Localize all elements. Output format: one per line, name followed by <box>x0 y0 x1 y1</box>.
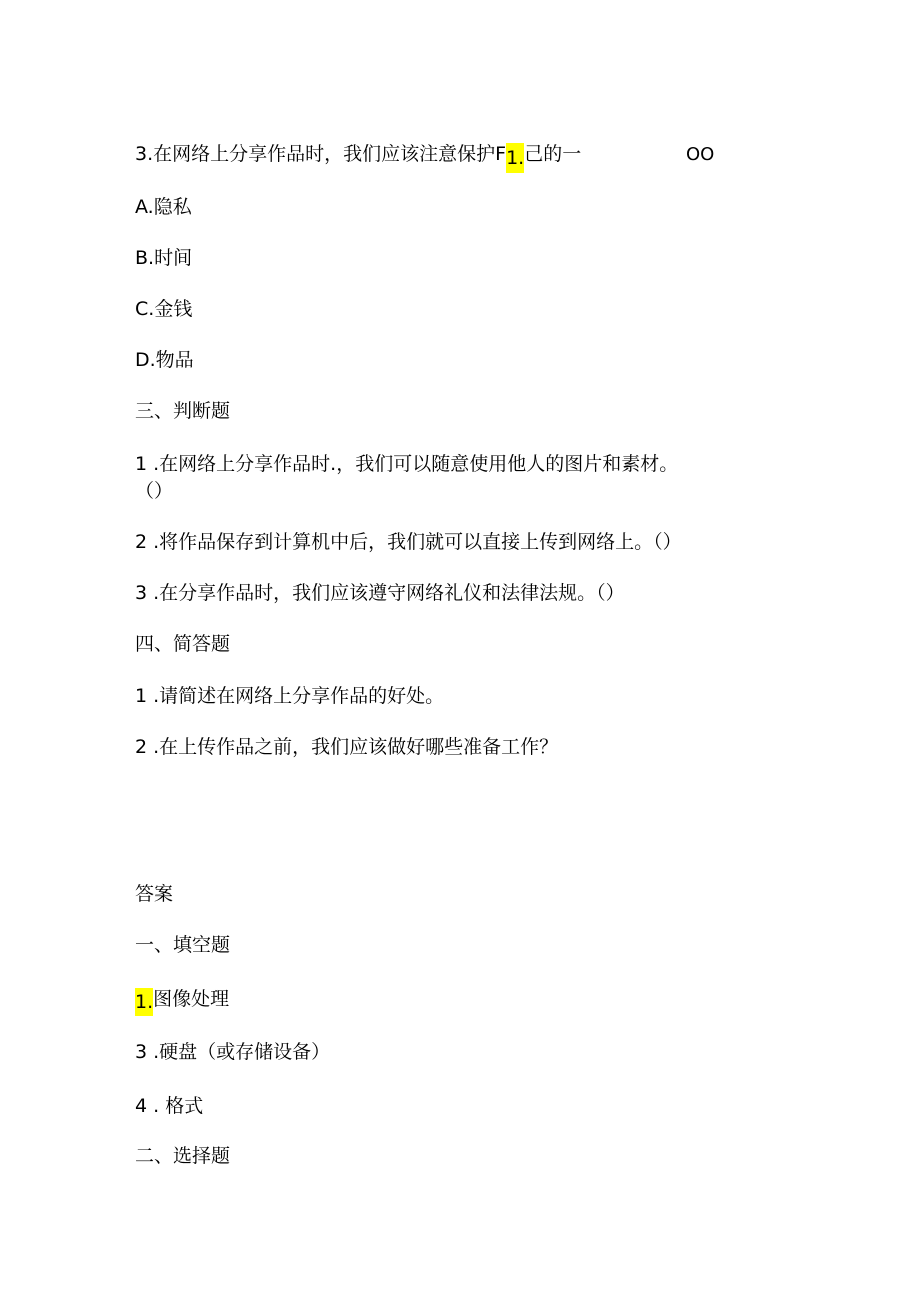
judge-item-1-cont: （） <box>135 480 174 502</box>
option-d-text: 物品 <box>155 349 194 371</box>
answers-section-1-title: 一、填空题 <box>135 934 231 956</box>
option-c-letter: C. <box>135 298 155 320</box>
judge-item-2 <box>135 530 682 554</box>
option-d <box>135 348 194 372</box>
short-item-2-num: 2 <box>135 736 148 758</box>
option-b-text: 时间 <box>154 247 193 269</box>
question-3-tail: OO <box>686 144 715 165</box>
judge-item-1-text: .在网络上分享作品时.，我们可以随意使用他人的图片和素材。 <box>147 453 679 475</box>
option-c-text: 金钱 <box>154 298 193 320</box>
question-3-highlight: 1. <box>506 143 524 173</box>
judge-item-2-num: 2 <box>135 531 148 553</box>
short-item-2-text: .在上传作品之前，我们应该做好哪些准备工作？ <box>147 736 559 758</box>
option-c <box>135 297 192 321</box>
option-b <box>135 246 192 270</box>
option-d-letter: D. <box>135 349 156 371</box>
option-a-letter: A. <box>135 196 154 218</box>
question-3 <box>135 142 581 173</box>
judge-item-2-text: .将作品保存到计算机中后，我们就可以直接上传到网络上。（） <box>147 531 682 553</box>
question-3-suffix: 己的一 <box>524 143 582 165</box>
short-item-1 <box>135 684 444 708</box>
section-4-title: 四、简答题 <box>135 633 231 655</box>
short-item-2 <box>135 735 558 759</box>
judge-item-1 <box>135 452 678 476</box>
option-b-letter: B. <box>135 247 155 269</box>
option-a <box>135 195 192 219</box>
answer-item-3: 3 .硬盘（或存储设备） <box>135 1041 331 1063</box>
short-item-1-text: .请简述在网络上分享作品的好处。 <box>147 685 445 707</box>
option-a-text: 隐私 <box>153 196 192 218</box>
section-3-title: 三、判断题 <box>135 400 231 422</box>
question-3-prefix: 3.在网络上分享作品时，我们应该注意保护F <box>135 143 507 165</box>
judge-item-3-text: .在分享作品时，我们应该遵守网络礼仪和法律法规。（） <box>147 582 625 604</box>
answers-title: 答案 <box>135 883 174 905</box>
judge-item-1-num: 1 <box>135 453 148 475</box>
answers-section-2-title: 二、选择题 <box>135 1145 231 1167</box>
answer-item-4: 4 . 格式 <box>135 1095 204 1117</box>
judge-item-3 <box>135 581 625 605</box>
judge-item-3-num: 3 <box>135 582 148 604</box>
answer-item-1-highlight: 1. <box>135 988 153 1016</box>
answer-item-1 <box>135 987 229 1016</box>
answer-item-1-text: 图像处理 <box>153 988 230 1010</box>
short-item-1-num: 1 <box>135 685 148 707</box>
